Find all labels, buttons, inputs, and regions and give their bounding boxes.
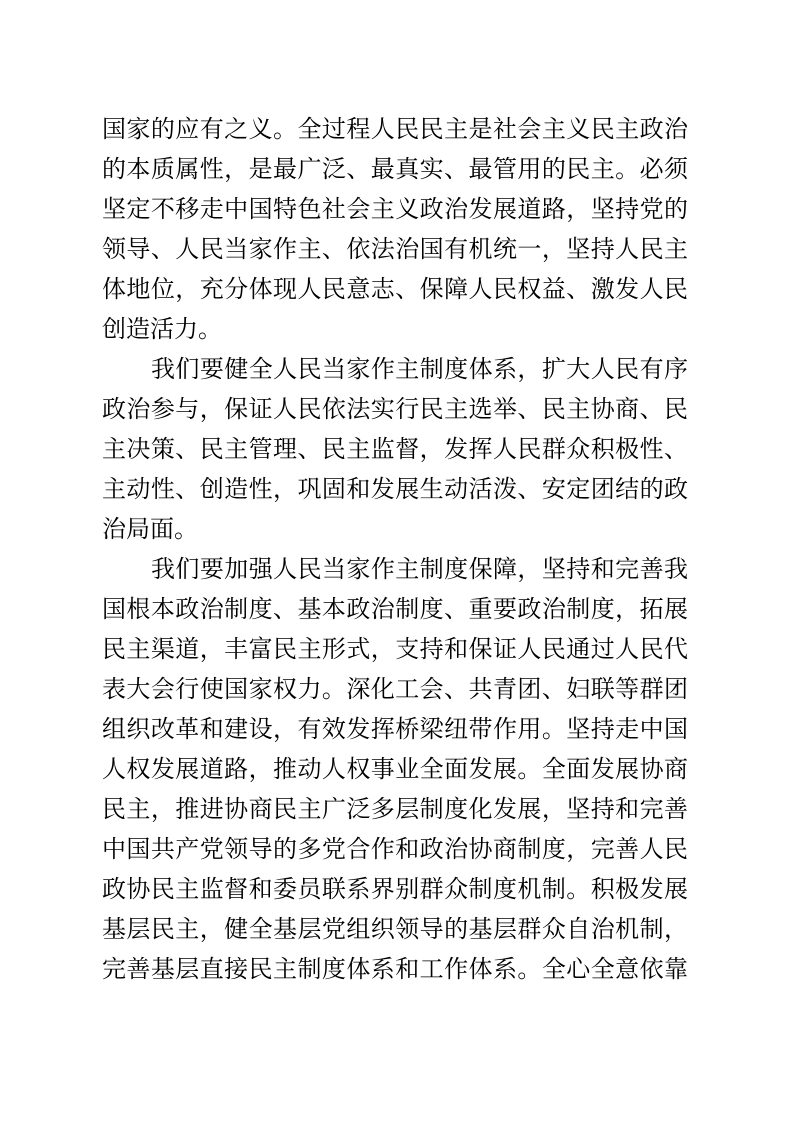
text-line: 民主，推进协商民主广泛多层制度化发展，坚持和完善 (102, 797, 688, 823)
text-line: 人权发展道路，推动人权事业全面发展。全面发展协商 (102, 757, 688, 783)
text-line: 坚定不移走中国特色社会主义政治发展道路，坚持党的 (102, 197, 688, 223)
text-line: 的本质属性，是最广泛、最真实、最管用的民主。必须 (102, 157, 688, 183)
text-line: 组织改革和建设，有效发挥桥梁纽带作用。坚持走中国 (102, 717, 688, 743)
body-text (102, 110, 688, 990)
text-line: 表大会行使国家权力。深化工会、共青团、妇联等群团 (102, 677, 688, 703)
text-line: 政协民主监督和委员联系界别群众制度机制。积极发展 (102, 877, 688, 903)
text-line: 领导、人民当家作主、依法治国有机统一，坚持人民主 (102, 237, 688, 263)
text-line: 国家的应有之义。全过程人民民主是社会主义民主政治 (102, 117, 688, 143)
text-line: 民主渠道，丰富民主形式，支持和保证人民通过人民代 (102, 637, 688, 663)
text-line: 主动性、创造性，巩固和发展生动活泼、安定团结的政 (102, 477, 688, 503)
text-line: 我们要健全人民当家作主制度体系，扩大人民有序 (151, 357, 688, 383)
text-line: 治局面。 (102, 517, 198, 543)
text-line: 基层民主，健全基层党组织领导的基层群众自治机制， (102, 917, 688, 943)
text-line: 创造活力。 (102, 317, 222, 343)
text-line: 完善基层直接民主制度体系和工作体系。全心全意依靠 (102, 957, 688, 983)
text-line: 政治参与，保证人民依法实行民主选举、民主协商、民 (102, 397, 688, 423)
text-line: 国根本政治制度、基本政治制度、重要政治制度，拓展 (102, 597, 688, 623)
text-line: 我们要加强人民当家作主制度保障，坚持和完善我 (151, 557, 688, 583)
text-line: 体地位，充分体现人民意志、保障人民权益、激发人民 (102, 277, 688, 303)
text-line: 主决策、民主管理、民主监督，发挥人民群众积极性、 (102, 437, 688, 463)
text-line: 中国共产党领导的多党合作和政治协商制度，完善人民 (102, 837, 688, 863)
